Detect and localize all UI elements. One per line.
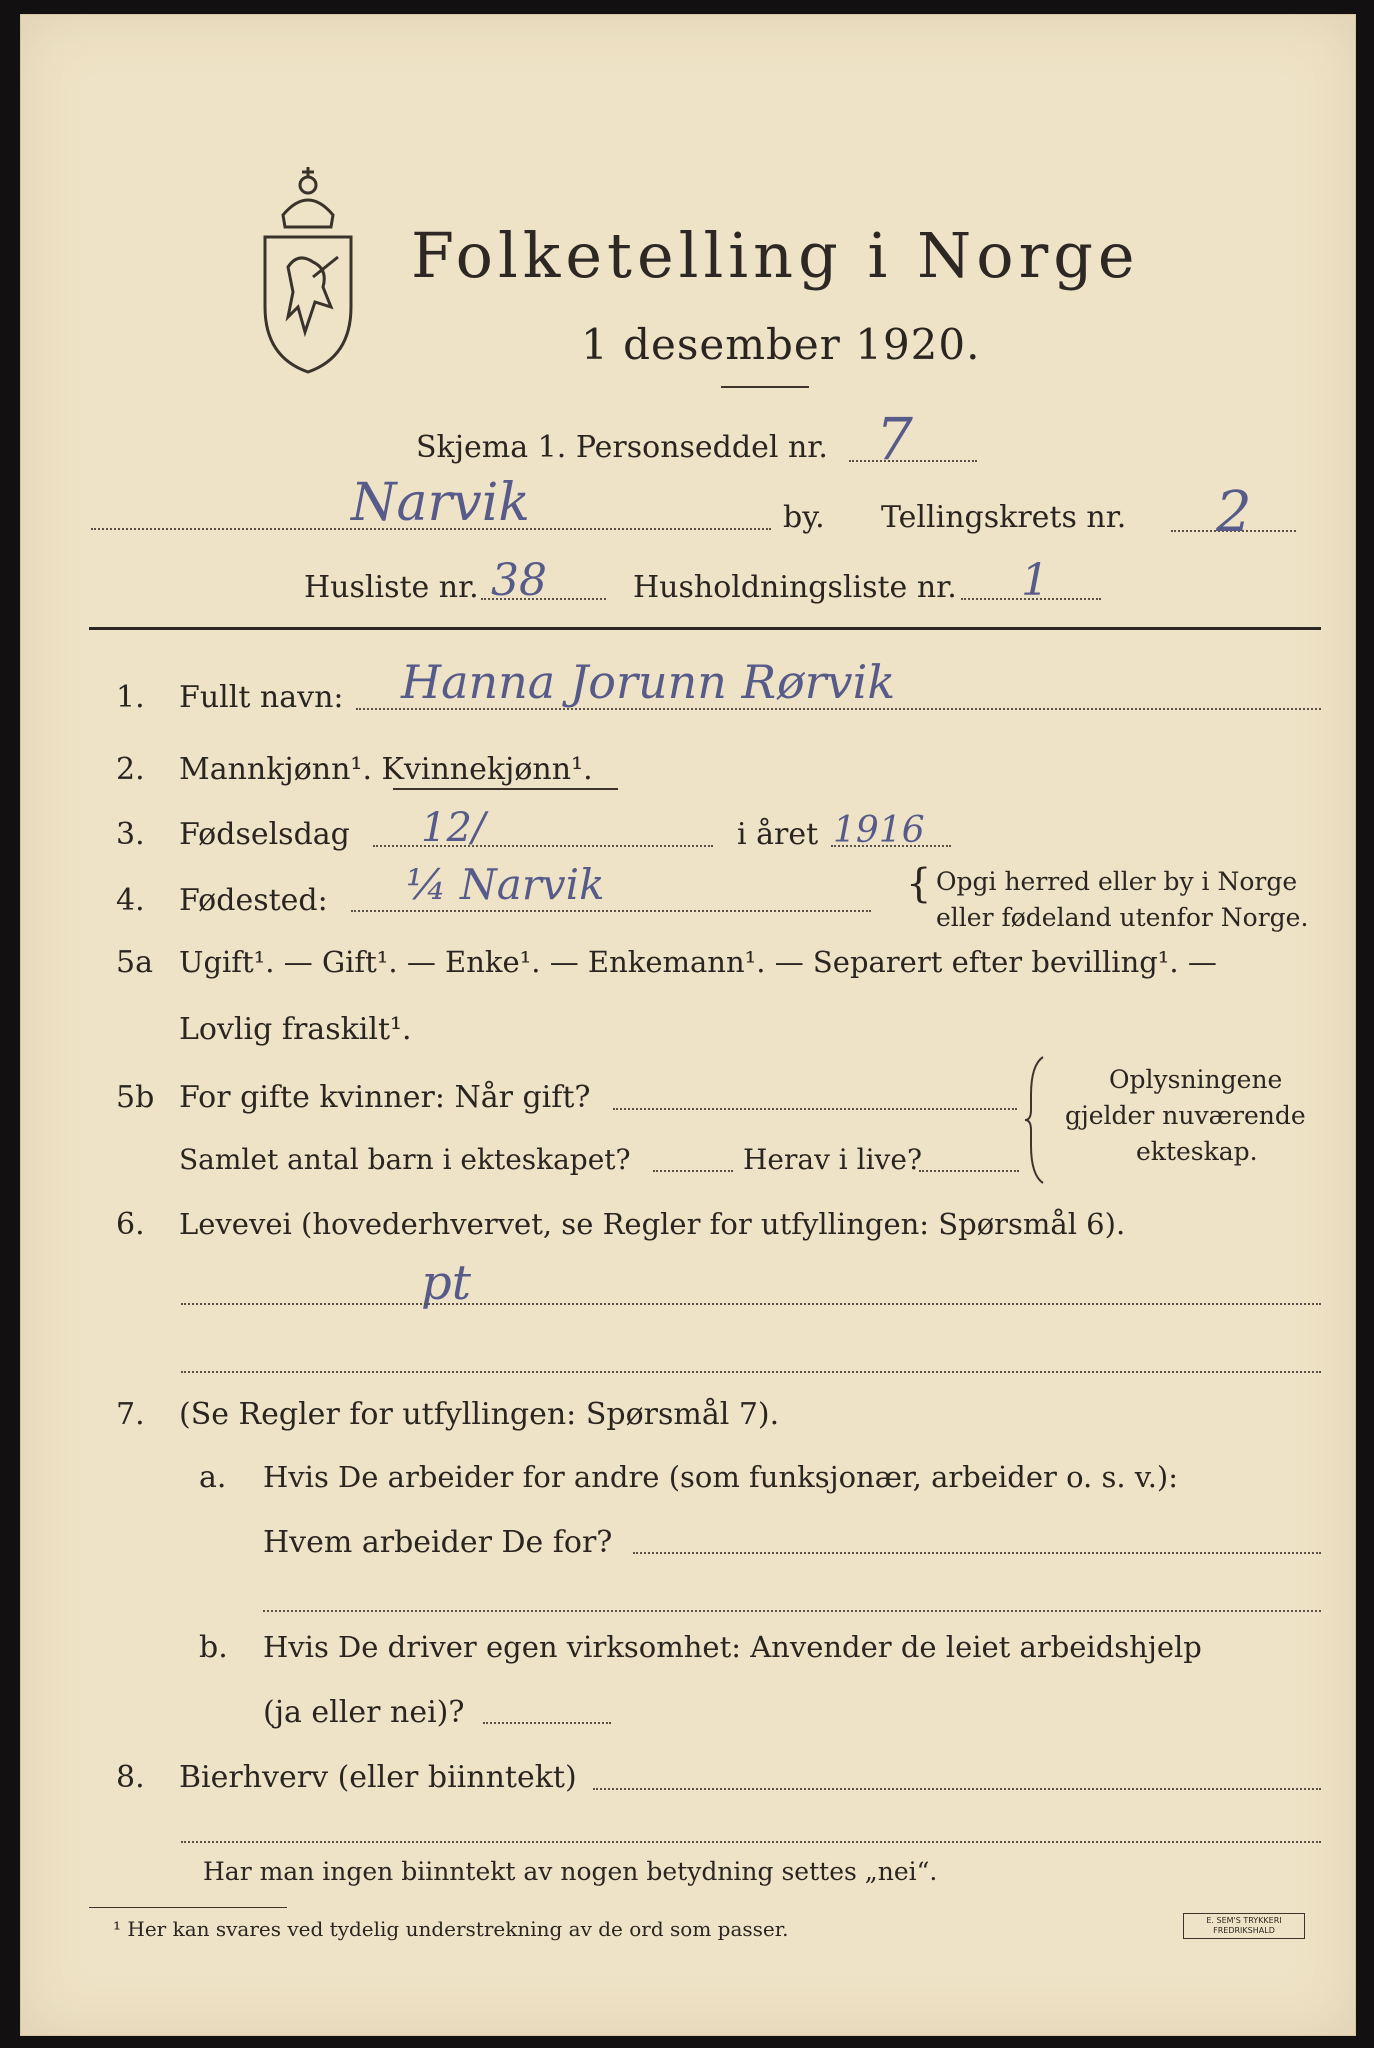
- city-value: Narvik: [351, 473, 530, 533]
- q7a-line2: Hvem arbeider De for?: [263, 1525, 613, 1560]
- q7a-employer-line: [633, 1552, 1321, 1554]
- q5b-line1: For gifte kvinner: Når gift?: [179, 1080, 591, 1115]
- q7a-line1: Hvis De arbeider for andre (som funksjonær, arbeider o. s. v.):: [263, 1460, 1179, 1494]
- q5b-line2a: Samlet antal barn i ekteskapet?: [179, 1143, 631, 1176]
- q1-label: Fullt navn:: [179, 680, 344, 715]
- skjema-label: Skjema 1. Personseddel nr.: [416, 430, 828, 465]
- q2-label: Mannkjønn¹. Kvinnekjønn¹.: [179, 752, 593, 787]
- q3-label: Fødselsdag: [179, 817, 350, 852]
- city-label: by.: [783, 500, 825, 535]
- q8-line2: [181, 1841, 1321, 1843]
- q4-line: [351, 910, 871, 912]
- personseddel-line: [849, 460, 977, 462]
- q6-occupation-value: pt: [421, 1255, 472, 1311]
- q8-line1: [593, 1788, 1321, 1790]
- tellingskrets-label: Tellingskrets nr.: [881, 500, 1127, 535]
- q5a-number: 5a: [116, 945, 153, 980]
- footnote-rule: [89, 1907, 287, 1908]
- q7a-letter: a.: [199, 1460, 227, 1495]
- coat-of-arms-icon: [243, 157, 373, 377]
- form-date: 1 desember 1920.: [581, 320, 981, 369]
- q4-note-bracket: {: [906, 861, 932, 907]
- q7-number: 7.: [116, 1397, 145, 1432]
- q8-label: Bierhverv (eller biinntekt): [179, 1760, 577, 1795]
- q2-gender-underline: [393, 788, 618, 790]
- q5b-married-line: [613, 1108, 1017, 1110]
- q6-label: Levevei (hovederhvervet, se Regler for utfyllingen: Spørsmål 6).: [179, 1207, 1126, 1241]
- q5b-note-bracket: [1023, 1055, 1047, 1185]
- q5b-number: 5b: [116, 1080, 155, 1115]
- printer-stamp-line2: FREDRIKSHALD: [1213, 1926, 1275, 1935]
- q3-number: 3.: [116, 817, 145, 852]
- q5a-line2: Lovlig fraskilt¹.: [179, 1012, 412, 1047]
- husholdningsliste-label: Husholdningsliste nr.: [633, 570, 957, 605]
- tellingskrets-nr-value: 2: [1216, 480, 1252, 545]
- q8-number: 8.: [116, 1760, 145, 1795]
- q2-number: 2.: [116, 752, 145, 787]
- q4-place-value: ¼ Narvik: [406, 860, 605, 909]
- q5b-note-line2: gjelder nuværende: [1065, 1101, 1306, 1130]
- husholdningsliste-nr-value: 1: [1021, 555, 1049, 606]
- husliste-nr-value: 38: [491, 555, 547, 606]
- footnote-text: ¹ Her kan svares ved tydelig understrekning av de ord som passer.: [113, 1917, 789, 1941]
- q1-name-value: Hanna Jorunn Rørvik: [401, 655, 896, 709]
- q5b-note-line3: ekteskap.: [1136, 1137, 1258, 1166]
- q5b-line2b: Herav i live?: [743, 1143, 922, 1176]
- q1-number: 1.: [116, 680, 145, 715]
- q7-label: (Se Regler for utfyllingen: Spørsmål 7).: [179, 1397, 780, 1432]
- q5a-line1: Ugift¹. — Gift¹. — Enke¹. — Enkemann¹. — Separert efter bevilling¹. —: [179, 945, 1217, 979]
- q6-line1: [181, 1303, 1321, 1305]
- husliste-label: Husliste nr.: [304, 570, 479, 605]
- personseddel-nr-value: 7: [876, 405, 913, 473]
- q4-note-line2: eller fødeland utenfor Norge.: [936, 903, 1309, 932]
- q4-number: 4.: [116, 883, 145, 918]
- q7a-extra-line: [263, 1610, 1321, 1612]
- q3-year-value: 1916: [833, 810, 925, 851]
- q6-line2: [181, 1371, 1321, 1373]
- q7b-letter: b.: [199, 1630, 228, 1665]
- q6-number: 6.: [116, 1207, 145, 1242]
- printer-stamp: [1183, 1913, 1305, 1939]
- q7b-answer-line: [483, 1722, 611, 1724]
- title-rule: [721, 386, 809, 388]
- header-divider: [89, 627, 1321, 630]
- q4-label: Fødested:: [179, 883, 328, 918]
- q4-note-line1: Opgi herred eller by i Norge: [936, 867, 1298, 896]
- census-form: [20, 14, 1356, 2036]
- form-title: Folketelling i Norge: [411, 219, 1140, 292]
- q5b-children-line: [653, 1170, 733, 1172]
- q7b-line2: (ja eller nei)?: [263, 1695, 465, 1730]
- q5b-note-line1: Oplysningene: [1109, 1065, 1283, 1094]
- q8-note: Har man ingen biinntekt av nogen betydning settes „nei“.: [203, 1857, 938, 1886]
- printer-stamp-line1: E. SEM'S TRYKKERI: [1206, 1916, 1282, 1925]
- q3-year-label: i året: [737, 817, 819, 852]
- q3-day-value: 12/: [421, 805, 486, 851]
- city-line: [91, 528, 771, 530]
- q7b-line1: Hvis De driver egen virksomhet: Anvender de leiet arbeidshjelp: [263, 1630, 1202, 1664]
- q5b-alive-line: [919, 1170, 1019, 1172]
